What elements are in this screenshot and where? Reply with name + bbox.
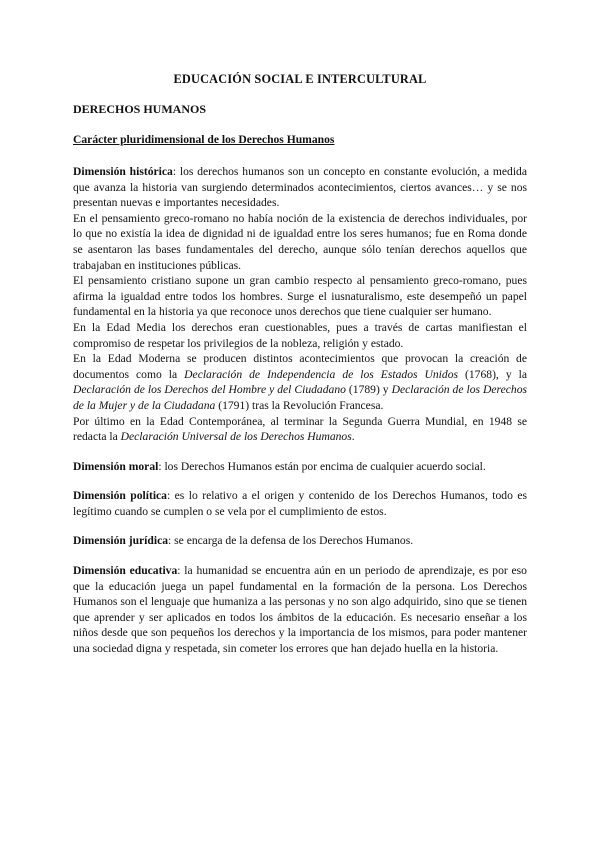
educativa-text: : la humanidad se encuentra aún en un periodo de aprendizaje, es por eso que la educación juega un papel fundamental en la formación de la persona. Los Derechos Humanos son el lenguaje que humaniza a las personas y no son algo adquirido, sino que se tienen que aprender y ser aplicados en todos los ámbitos de la educación. Es necesario enseñar a los niños desde que son pequeños los derechos y la importancia de los mismos, para poder mantener una sociedad digna y respetada, sin cometer los errores que han dejado huella en la historia. <box>73 564 527 656</box>
moral-text: : los Derechos Humanos están por encima de cualquier acuerdo social. <box>158 459 486 473</box>
dimension-moral <box>73 459 527 475</box>
historica-label: Dimensión histórica <box>73 165 173 178</box>
historica-paragraph-3: El pensamiento cristiano supone un gran cambio respecto al pensamiento greco-romano, pues afirma la igualdad entre todos los hombres. Surge el iusnaturalismo, este desempeñó un papel fundamental en la historia ya que reconoce unos derechos que tiene cualquier ser humano. <box>73 274 527 319</box>
politica-label: Dimensión política <box>73 489 167 503</box>
historica-text-1: : los derechos humanos son un concepto en constante evolución, a medida que avanza la historia van surgiendo determinados acontecimientos, ciertos avances… y se nos presentan nuevas e importantes necesidades. <box>73 165 527 210</box>
historica-p5-b: (1768), y la <box>458 367 527 381</box>
historica-paragraph-4: En la Edad Media los derechos eran cuestionables, pues a través de cartas manifiestan el compromiso de respetar los privilegios de la nobleza, religión y estado. <box>73 320 527 350</box>
doc-derechos-mujer: Declaración de los Derechos de la Mujer y de la Ciudadana <box>73 383 528 412</box>
historica-paragraph-6 <box>73 414 527 445</box>
doc-independencia: Declaración de Independencia de los Estados Unidos <box>184 367 459 381</box>
historica-p5-c: (1789) y <box>345 383 392 397</box>
section-heading: DERECHOS HUMANOS <box>73 102 207 116</box>
dimension-historica <box>73 164 527 445</box>
moral-paragraph <box>73 459 527 475</box>
educativa-paragraph <box>73 563 527 657</box>
historica-p5-d: (1791) tras la Revolución Francesa. <box>215 398 384 412</box>
juridica-label: Dimensión jurídica <box>73 534 169 548</box>
subsection-heading: Carácter pluridimensional de los Derechos Humanos <box>73 133 335 146</box>
historica-p5-a: En la Edad Moderna se producen distintos acontecimientos que provocan la creación de documentos como la <box>73 352 527 381</box>
juridica-text: : se encarga de la defensa de los Derechos Humanos. <box>168 534 414 548</box>
educativa-label: Dimensión educativa <box>73 564 178 578</box>
document-content <box>73 72 527 671</box>
politica-text: : es lo relativo a el origen y contenido de los Derechos Humanos, todo es legítimo cuando se cumplen o se vela por el cumplimiento de estos. <box>73 489 527 518</box>
dimension-juridica <box>73 533 527 549</box>
moral-label: Dimensión moral <box>73 459 159 473</box>
doc-derechos-hombre: Declaración de los Derechos del Hombre y del Ciudadano <box>73 383 346 397</box>
historica-p6-a: Por último en la Edad Contemporánea, al terminar la Segunda Guerra Mundial, en 1948 se redacta la <box>73 414 527 444</box>
historica-paragraph-1 <box>73 164 527 211</box>
politica-paragraph <box>73 488 527 519</box>
dimension-politica <box>73 488 527 519</box>
juridica-paragraph <box>73 533 527 549</box>
doc-declaracion-universal: Declaración Universal de los Derechos Humanos <box>120 430 352 444</box>
dimension-educativa <box>73 563 527 657</box>
document-title: EDUCACIÓN SOCIAL E INTERCULTURAL <box>173 72 427 86</box>
historica-p6-b: . <box>351 430 355 444</box>
historica-paragraph-5 <box>73 351 527 413</box>
historica-paragraph-2: En el pensamiento greco-romano no había noción de la existencia de derechos individuales, por lo que no existía la idea de dignidad ni de igualdad entre los seres humanos; fue en Roma donde se asentaron las bases fundamentales del derecho, aunque sólo tenían derechos aquellos que trabajaban en instituciones públicas. <box>73 211 527 272</box>
